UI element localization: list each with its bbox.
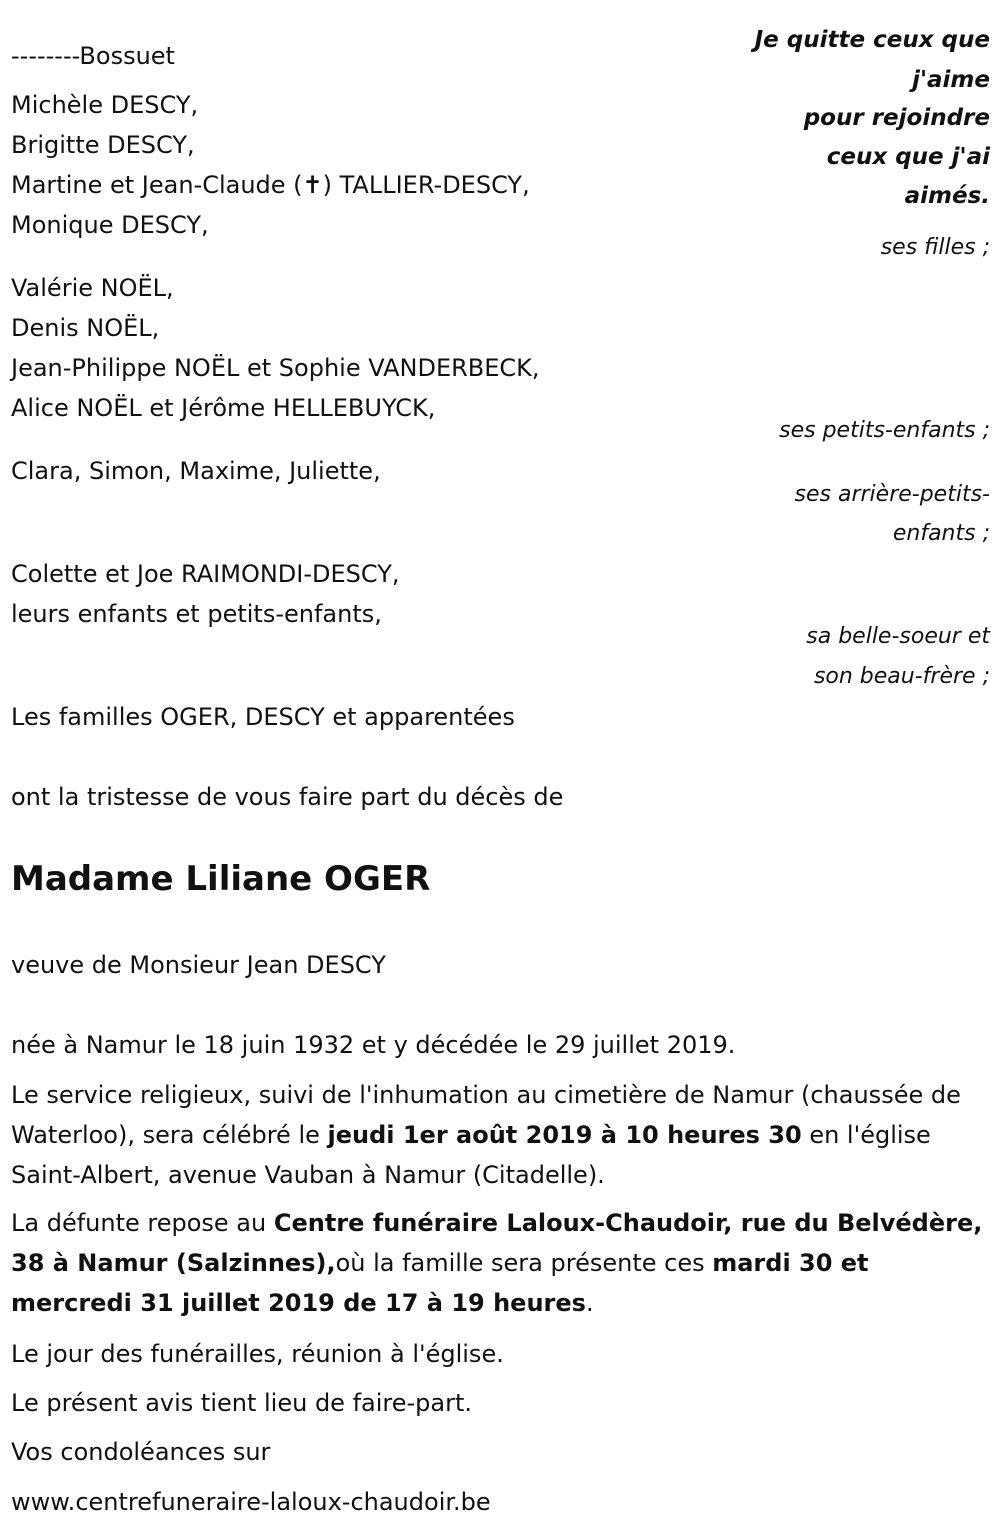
in-laws-role-line-1: sa belle-soeur et <box>806 624 990 649</box>
daughter-name: Martine et Jean-Claude (✝) TALLIER-DESCY, <box>11 171 530 199</box>
repose-paragraph <box>11 1203 991 1323</box>
daughter-name: Monique DESCY, <box>11 211 209 239</box>
quote-line-5: aimés. <box>904 183 990 209</box>
in-laws-role-line-2: son beau-frère ; <box>813 664 990 689</box>
grandchild-name: Alice NOËL et Jérôme HELLEBUYCK, <box>11 394 436 422</box>
quote-line-1: Je quitte ceux que <box>754 27 990 53</box>
notice-line: Le présent avis tient lieu de faire-part. <box>11 1389 473 1417</box>
great-grandchildren-role-line-2: enfants ; <box>892 521 990 546</box>
deceased-name: Madame Liliane OGER <box>11 859 431 899</box>
service-intro: Le service religieux, suivi de l'inhumation au cimetière de Namur (chaussée de Waterloo), sera célébré le <box>11 1081 961 1149</box>
great-grandchildren-names: Clara, Simon, Maxime, Juliette, <box>11 457 381 485</box>
announcement-text: ont la tristesse de vous faire part du décès de <box>11 783 564 811</box>
quote-line-3: pour rejoindre <box>803 105 990 131</box>
in-law-name: Colette et Joe RAIMONDI-DESCY, <box>11 560 400 588</box>
daughter-name: Brigitte DESCY, <box>11 131 195 159</box>
great-grandchildren-role-line-1: ses arrière-petits- <box>794 482 990 507</box>
grandchild-name: Valérie NOËL, <box>11 274 174 302</box>
funeral-home: Centre funéraire Laloux-Chaudoir, rue du Belvédère, 38 à Namur (Salzinnes), <box>11 1209 983 1277</box>
grandchild-name: Denis NOËL, <box>11 314 160 342</box>
service-place: en l'église Saint-Albert, avenue Vauban à Namur (Citadelle). <box>11 1121 931 1189</box>
condolences-line: Vos condoléances sur <box>11 1438 271 1466</box>
repose-end: . <box>585 1289 594 1317</box>
families-line: Les familles OGER, DESCY et apparentées <box>11 703 515 731</box>
repose-intro: La défunte repose au <box>11 1209 274 1237</box>
grandchild-name: Jean-Philippe NOËL et Sophie VANDERBECK, <box>11 354 540 382</box>
quote-line-2: j'aime <box>912 67 990 93</box>
website-link[interactable]: www.centrefuneraire-laloux-chaudoir.be <box>11 1488 491 1516</box>
header-dashes: --------Bossuet <box>11 42 175 70</box>
repose-middle: où la famille sera présente ces <box>335 1249 713 1277</box>
in-law-name: leurs enfants et petits-enfants, <box>11 600 382 628</box>
born-died-line: née à Namur le 18 juin 1932 et y décédée le 29 juillet 2019. <box>11 1031 736 1059</box>
grandchildren-role: ses petits-enfants ; <box>779 418 990 443</box>
daughter-name: Michèle DESCY, <box>11 91 199 119</box>
service-datetime: jeudi 1er août 2019 à 10 heures 30 <box>327 1121 802 1149</box>
widow-of-line: veuve de Monsieur Jean DESCY <box>11 951 386 979</box>
service-paragraph <box>11 1075 991 1195</box>
visiting-hours: mardi 30 et mercredi 31 juillet 2019 de 17 à 19 heures <box>11 1249 869 1317</box>
daughters-role: ses filles ; <box>880 235 990 260</box>
meeting-line: Le jour des funérailles, réunion à l'église. <box>11 1340 504 1368</box>
quote-line-4: ceux que j'ai <box>826 144 990 170</box>
